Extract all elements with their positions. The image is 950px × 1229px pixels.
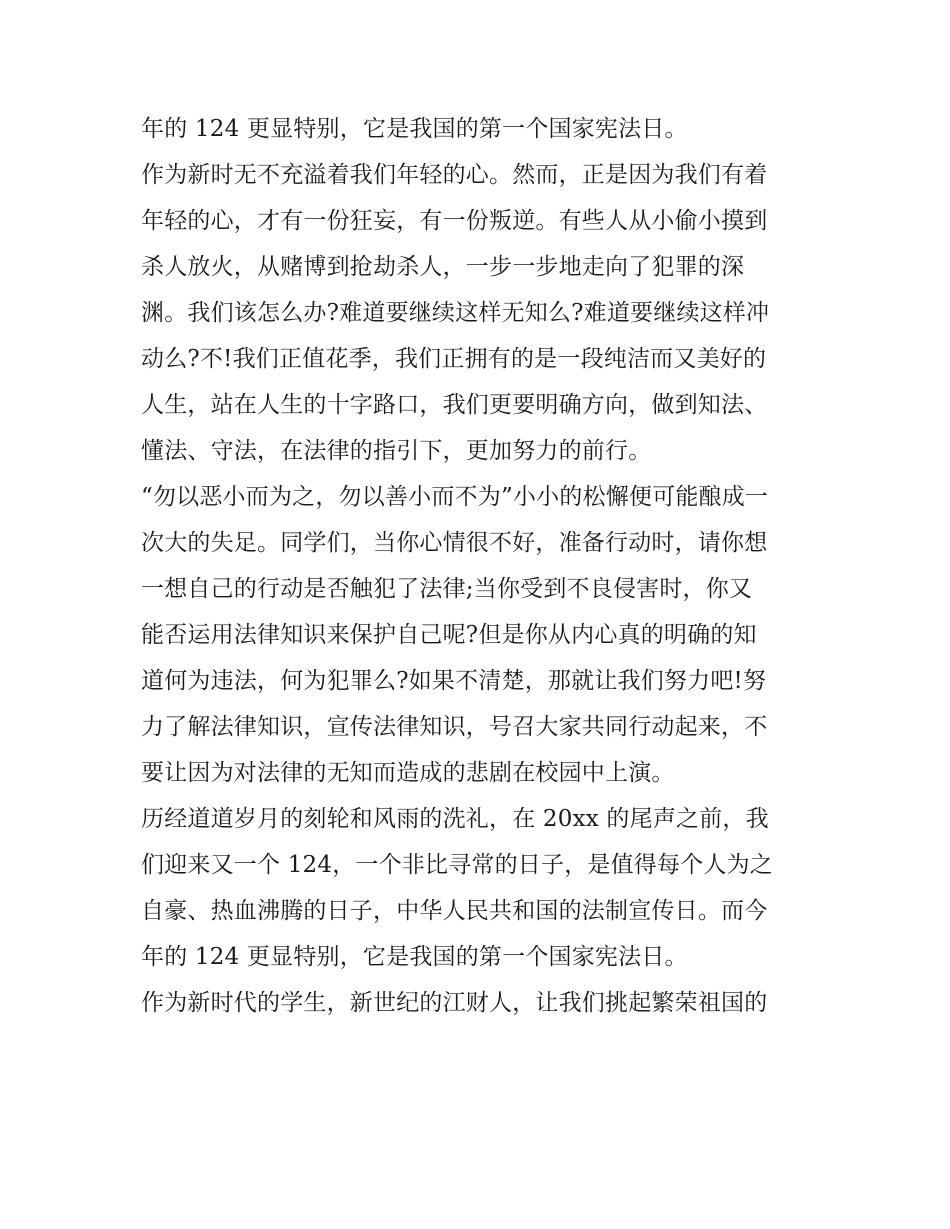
text-line: “勿以恶小而为之，勿以善小而不为”小小的松懈便可能酿成一 — [141, 484, 769, 510]
text-line: 懂法、守法，在法律的指引下，更加努力的前行。 — [141, 438, 652, 464]
text-line: 年的 124 更显特别，它是我国的第一个国家宪法日。 — [141, 944, 688, 970]
text-line: 们迎来又一个 124，一个非比寻常的日子，是值得每个人为之 — [141, 852, 774, 878]
text-line: 要让因为对法律的无知而造成的悲剧在校园中上演。 — [141, 760, 675, 786]
text-line: 作为新时代的学生，新世纪的江财人，让我们挑起繁荣祖国的 — [141, 990, 768, 1016]
text-line: 道何为违法，何为犯罪么?如果不清楚，那就让我们努力吧!努 — [141, 668, 767, 694]
text-line: 杀人放火，从赌博到抢劫杀人，一步一步地走向了犯罪的深 — [141, 254, 745, 280]
text-line: 渊。我们该怎么办?难道要继续这样无知么?难道要继续这样冲 — [141, 300, 770, 326]
text-line: 次大的失足。同学们，当你心情很不好，准备行动时，请你想 — [141, 530, 768, 556]
text-line: 自豪、热血沸腾的日子，中华人民共和国的法制宣传日。而今 — [141, 898, 768, 924]
text-line: 作为新时无不充溢着我们年轻的心。然而，正是因为我们有着 — [141, 162, 768, 188]
text-line: 年的 124 更显特别，它是我国的第一个国家宪法日。 — [141, 116, 688, 142]
text-line: 能否运用法律知识来保护自己呢?但是你从内心真的明确的知 — [141, 622, 757, 648]
body-text — [141, 106, 821, 1026]
text-line: 力了解法律知识，宣传法律知识，号召大家共同行动起来，不 — [141, 714, 768, 740]
text-line: 历经道道岁月的刻轮和风雨的洗礼，在 20xx 的尾声之前，我 — [141, 806, 769, 832]
text-line: 年轻的心，才有一份狂妄，有一份叛逆。有些人从小偷小摸到 — [141, 208, 768, 234]
text-line: 人生，站在人生的十字路口，我们更要明确方向，做到知法、 — [141, 392, 768, 418]
text-line: 动么?不!我们正值花季，我们正拥有的是一段纯洁而又美好的 — [141, 346, 767, 372]
text-line: 一想自己的行动是否触犯了法律;当你受到不良侵害时，你又 — [141, 576, 753, 602]
